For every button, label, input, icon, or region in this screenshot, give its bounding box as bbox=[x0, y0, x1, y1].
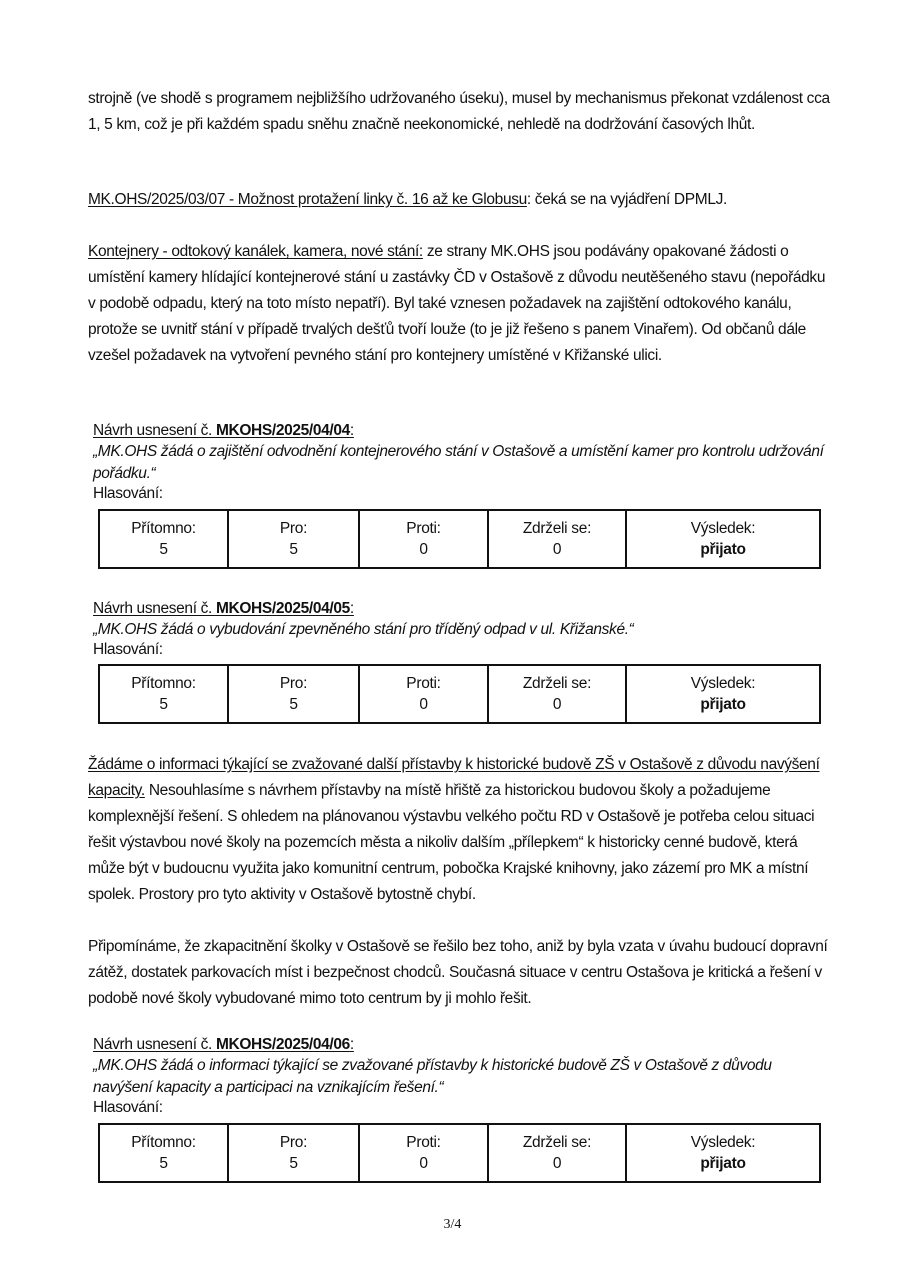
vote-present-cell bbox=[99, 1124, 228, 1182]
vote-label: Hlasování: bbox=[93, 485, 163, 502]
resolution-quote: „MK.OHS žádá o informaci týkající se zvažované přístavby k historické budově ZŠ v Ostašově z důvodu navýšení kapacity a participaci na vznikajícím řešení.“ bbox=[93, 1057, 772, 1096]
vote-against-label: Proti: bbox=[406, 675, 441, 692]
resolution-heading bbox=[93, 598, 828, 619]
resolution-number: MKOHS/2025/04/06 bbox=[215, 1036, 350, 1053]
vote-abstain-label: Zdrželi se: bbox=[522, 1134, 592, 1151]
vote-abstain-cell bbox=[488, 510, 626, 568]
vote-result-cell bbox=[626, 665, 820, 723]
vote-result-label: Výsledek: bbox=[690, 1134, 756, 1151]
vote-for-value: 5 bbox=[289, 1155, 298, 1172]
vote-abstain-label: Zdrželi se: bbox=[522, 675, 592, 692]
skola-text: Nesouhlasíme s návrhem přístavby na místě hřiště za historickou budovou školy a požadujeme komplexnější řešení. S ohledem na plánovanou výstavbu velkého počtu RD v Ostašově je potřeba celou situaci řešit výstavbou nové školy na pozemcích města a nikoliv dalším „přílepkem“ k historicky cenné budově, která může být v budoucnu využita jako komunitní centrum, pobočka Krajské knihovny, jako zázemí pro MK a místní spolek. Prostory pro tyto aktivity v Ostašově bytostně chybí. bbox=[88, 782, 815, 903]
vote-result-label: Výsledek: bbox=[690, 675, 756, 692]
kontejnery-text: ze strany MK.OHS jsou podávány opakované žádosti o umístění kamery hlídající kontejnerové stání u zastávky ČD v Ostašově z důvodu neutěšeného stavu (nepořádku v podobě odpadu, který na toto místo nepatří). Byl také vznesen požadavek na zajištění odtokového kanálu, protože se uvnitř stání v případě trvalých dešťů tvoří louže (to je již řešeno s panem Vinařem). Od občanů dále vzešel požadavek na vytvoření pevného stání pro kontejnery umístěné v Křižanské ulici. bbox=[88, 243, 826, 364]
vote-row bbox=[99, 510, 820, 568]
vote-for-value: 5 bbox=[289, 696, 298, 713]
skola-section-2 bbox=[88, 934, 833, 1012]
vote-against-label: Proti: bbox=[406, 520, 441, 537]
vote-row bbox=[99, 665, 820, 723]
paragraph-continuation bbox=[88, 86, 833, 138]
resolution-quote: „MK.OHS žádá o vybudování zpevněného stání pro tříděný odpad v ul. Křižanské.“ bbox=[93, 621, 634, 638]
vote-result-label: Výsledek: bbox=[690, 520, 756, 537]
vote-abstain-cell bbox=[488, 665, 626, 723]
skola-heading: Žádáme o informaci týkající se zvažované další přístavby k historické budově ZŠ v Ostašově z důvodu navýšení kapacity. bbox=[88, 756, 820, 799]
vote-against-cell bbox=[359, 1124, 488, 1182]
vote-for-label: Pro: bbox=[279, 520, 308, 537]
resolution-heading bbox=[93, 1034, 828, 1055]
resolution-heading bbox=[93, 420, 828, 441]
vote-row bbox=[99, 1124, 820, 1182]
paragraph-text: strojně (ve shodě s programem nejbližšího udržovaného úseku), musel by mechanismus překonat vzdálenost cca 1, 5 km, což je při každém spadu sněhu značně neekonomické, nehledě na dodržování časových lhůt. bbox=[88, 90, 830, 133]
vote-present-label: Přítomno: bbox=[131, 1134, 196, 1151]
vote-for-cell bbox=[228, 665, 359, 723]
kontejnery-heading: Kontejnery - odtokový kanálek, kamera, nové stání: bbox=[88, 243, 423, 260]
skola-text-2: Připomínáme, že zkapacitnění školky v Ostašově se řešilo bez toho, aniž by byla vzata v úvahu budoucí dopravní zátěž, dostatek parkovacích míst i bezpečnost chodců. Současná situace v centru Ostašova je kritická a řešení v podobě nové školy vybudované mimo toto centrum by ji mohlo řešit. bbox=[88, 938, 828, 1007]
vote-present-label: Přítomno: bbox=[131, 520, 196, 537]
vote-for-value: 5 bbox=[289, 541, 298, 558]
vote-against-label: Proti: bbox=[406, 1134, 441, 1151]
vote-for-cell bbox=[228, 510, 359, 568]
vote-label: Hlasování: bbox=[93, 1099, 163, 1116]
vote-present-label: Přítomno: bbox=[131, 675, 196, 692]
vote-against-value: 0 bbox=[419, 696, 428, 713]
vote-abstain-value: 0 bbox=[552, 1155, 562, 1172]
resolution-0405 bbox=[93, 598, 828, 659]
vote-against-cell bbox=[359, 665, 488, 723]
vote-abstain-value: 0 bbox=[552, 696, 562, 713]
vote-abstain-value: 0 bbox=[552, 541, 562, 558]
vote-result-value: přijato bbox=[700, 1155, 746, 1172]
vote-table-0404 bbox=[98, 509, 821, 569]
vote-present-value: 5 bbox=[159, 541, 168, 558]
resolution-prefix: Návrh usnesení č. bbox=[93, 600, 216, 617]
vote-for-label: Pro: bbox=[279, 1134, 308, 1151]
vote-present-cell bbox=[99, 510, 228, 568]
resolution-number: MKOHS/2025/04/04 bbox=[215, 422, 350, 439]
vote-present-value: 5 bbox=[159, 696, 168, 713]
item-0307-heading: MK.OHS/2025/03/07 - Možnost protažení linky č. 16 až ke Globusu bbox=[88, 191, 527, 208]
resolution-0406 bbox=[93, 1034, 828, 1117]
vote-result-cell bbox=[626, 510, 820, 568]
vote-present-cell bbox=[99, 665, 228, 723]
vote-label: Hlasování: bbox=[93, 641, 163, 658]
vote-present-value: 5 bbox=[159, 1155, 168, 1172]
vote-against-value: 0 bbox=[419, 1155, 428, 1172]
item-0307-text: : čeká se na vyjádření DPMLJ. bbox=[526, 191, 727, 208]
vote-against-value: 0 bbox=[419, 541, 428, 558]
vote-result-value: přijato bbox=[700, 696, 746, 713]
vote-abstain-label: Zdrželi se: bbox=[522, 520, 592, 537]
vote-table-0405 bbox=[98, 664, 821, 724]
vote-table-0406 bbox=[98, 1123, 821, 1183]
vote-abstain-cell bbox=[488, 1124, 626, 1182]
resolution-prefix: Návrh usnesení č. bbox=[93, 1036, 216, 1053]
resolution-quote: „MK.OHS žádá o zajištění odvodnění kontejnerového stání v Ostašově a umístění kamer pro kontrolu udržování pořádku.“ bbox=[93, 443, 824, 482]
resolution-number: MKOHS/2025/04/05 bbox=[215, 600, 350, 617]
vote-for-cell bbox=[228, 1124, 359, 1182]
resolution-suffix: : bbox=[349, 1036, 354, 1053]
resolution-0404 bbox=[93, 420, 828, 503]
item-0307 bbox=[88, 187, 833, 213]
vote-result-value: přijato bbox=[700, 541, 746, 558]
resolution-suffix: : bbox=[349, 422, 354, 439]
skola-section bbox=[88, 752, 833, 908]
resolution-suffix: : bbox=[349, 600, 354, 617]
vote-against-cell bbox=[359, 510, 488, 568]
resolution-prefix: Návrh usnesení č. bbox=[93, 422, 216, 439]
page-number: 3/4 bbox=[443, 1217, 462, 1232]
kontejnery-section bbox=[88, 239, 833, 369]
vote-result-cell bbox=[626, 1124, 820, 1182]
vote-for-label: Pro: bbox=[279, 675, 308, 692]
